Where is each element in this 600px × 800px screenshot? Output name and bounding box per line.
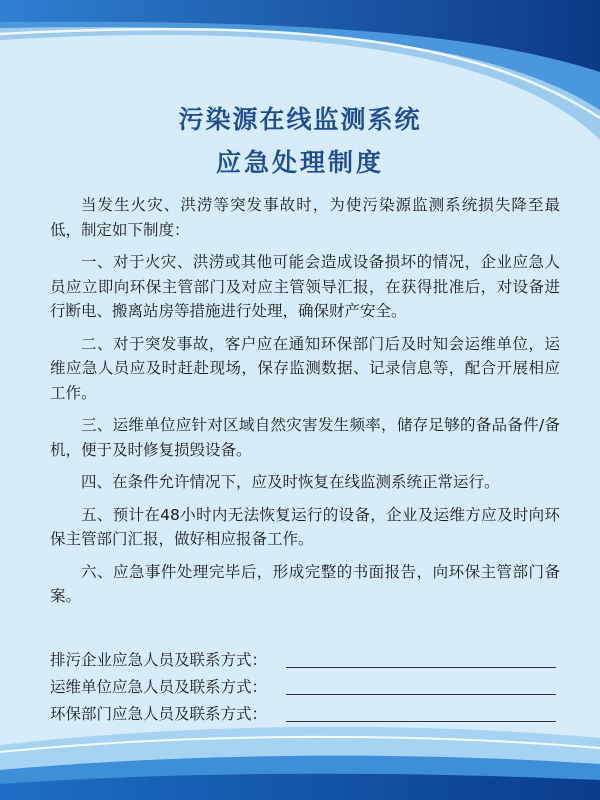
rule-6-paragraph: 六、应急事件处理完毕后，形成完整的书面报告，向环保主管部门备案。 xyxy=(50,562,560,605)
contact-label: 环保部门应急人员及联系方式： xyxy=(50,705,268,723)
contact-row-operator xyxy=(50,675,560,702)
document-body xyxy=(50,193,560,617)
contact-fill-line xyxy=(286,721,556,722)
contact-section xyxy=(50,648,560,729)
contact-fill-line xyxy=(286,667,556,668)
rule-2-paragraph: 二、对于突发事故，客户应在通知环保部门后及时知会运维单位，运维应急人员应及时赶赴现场，保存监测数据、记录信息等，配合开展相应工作。 xyxy=(50,334,560,402)
rule-3-paragraph: 三、运维单位应针对区域自然灾害发生频率，储存足够的备品备件/备机，便于及时修复损毁设备。 xyxy=(50,416,560,459)
contact-row-enterprise xyxy=(50,648,560,675)
rule-4-paragraph: 四、在条件允许情况下，应及时恢复在线监测系统正常运行。 xyxy=(81,473,500,491)
contact-label: 排污企业应急人员及联系方式： xyxy=(50,651,268,669)
contact-fill-line xyxy=(286,694,556,695)
intro-paragraph: 当发生火灾、洪涝等突发事故时，为使污染源监测系统损失降至最低，制定如下制度： xyxy=(50,196,560,239)
contact-row-epa xyxy=(50,702,560,729)
rule-1-paragraph: 一、对于火灾、洪涝或其他可能会造成设备损坏的情况，企业应急人员应立即向环保主管部门及对应主管领导汇报，在获得批准后，对设备进行断电、搬离站房等措施进行处理，确保财产安全。 xyxy=(50,253,560,320)
rule-5-paragraph: 五、预计在48小时内无法恢复运行的设备，企业及运维方应及时向环保主管部门汇报，做好相应报备工作。 xyxy=(50,505,560,548)
contact-label: 运维单位应急人员及联系方式： xyxy=(50,678,268,696)
page-title: 污染源在线监测系统 xyxy=(178,105,422,134)
page-subtitle: 应急处理制度 xyxy=(215,148,384,177)
